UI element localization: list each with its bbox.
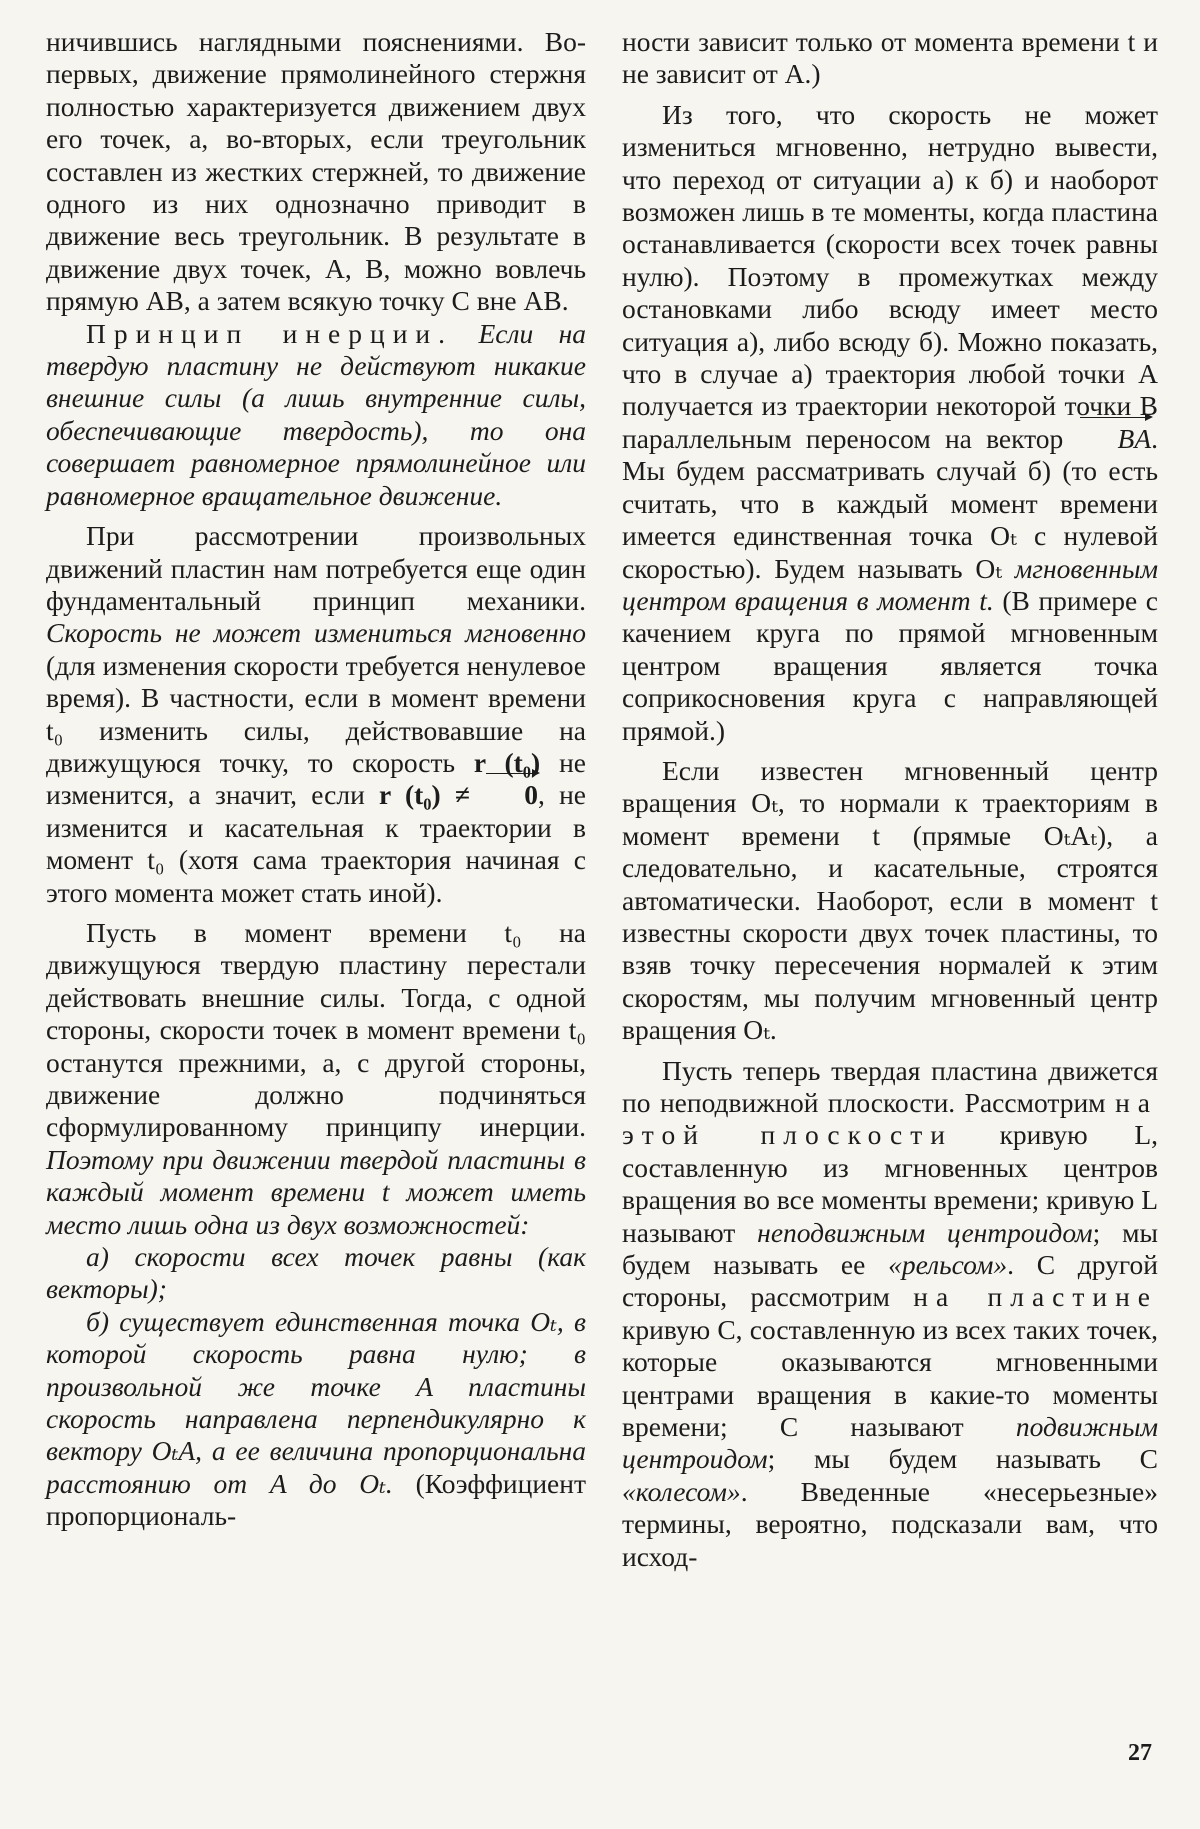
- emphasis-text: б) существует единственная точка Oₜ, в которой скорость равна нулю; в произвольной же точке A пластины скорость направлена перпендикулярно к вектору OₜA, а ее величина пропорциональна расстоянию от A до Oₜ.: [46, 1305, 586, 1499]
- emphasis-text: «колесом»: [622, 1475, 741, 1507]
- text-run: (для изменения скорости требуется ненулевое время). В частности, если в момент времени t₀ изменить силы, действовавшие на движущуюся точку, то скорость: [46, 649, 586, 778]
- text-run: Если известен мгновенный центр вращения Oₜ, то нормали к траекториям в момент времени t (прямые OₜAₜ), а следовательно, и касательные, строятся автоматически. Наоборот, если в момент t известны скорости двух точек пластины, то взяв точку пересечения нормалей к этим скоростям, мы получим мгновенный центр вращения Oₜ.: [622, 754, 1158, 1046]
- text-run: на пластине: [913, 1281, 1159, 1313]
- paragraph: [622, 1055, 1158, 1574]
- text-run: (Коэффициент пропорциональ-: [46, 1467, 586, 1532]
- text-run: . С другой стороны, рассмотрим: [622, 1249, 1158, 1313]
- right-column: [622, 26, 1158, 1573]
- paragraph-inertia-principle: [46, 318, 586, 512]
- text-run: Пусть теперь твердая пластина движется по неподвижной плоскости. Рассмотрим: [622, 1054, 1158, 1118]
- text-run: При рассмотрении произвольных движений пластин нам потребуется еще один фундаментальный принцип механики.: [46, 520, 586, 616]
- zero-vector: [484, 779, 538, 811]
- text-run: . Введенные «несерьезные» термины, вероятно, подсказали вам, что исход-: [622, 1475, 1158, 1572]
- emphasis-text: неподвижным центроидом: [757, 1216, 1093, 1248]
- emphasis-text: мгновенным центром вращения в момент t.: [622, 552, 1159, 616]
- paragraph-text: ничившись наглядными пояснениями. Во-первых, движение прямолинейного стержня полностью характеризуется движением двух его точек, а, во-вторых, если треугольник составлен из жестких стержней, то движение одного из них однозначно приводит в движение весь треугольник. В результате в движение двух точек, A, B, можно вовлечь прямую AB, а затем всякую точку C вне AB.: [46, 26, 586, 317]
- formula: 0: [524, 779, 538, 811]
- paragraph: [46, 520, 586, 909]
- text-run: , не изменится и касательная к траектории в момент t₀ (хотя сама траектория начиная с этого момента может стать иной).: [46, 779, 587, 908]
- paragraph: [622, 755, 1158, 1047]
- principle-statement: Если на твердую пластину не действуют никакие внешние силы (а лишь внутренние силы, обеспечивающие твердость), то она совершает равномерное прямолинейное или равномерное вращательное движение.: [46, 317, 587, 511]
- text-run: (В примере с качением круга по прямой мгновенным центром вращения является точка соприкосновения круга с направляющей прямой.): [622, 584, 1158, 746]
- text-run: ности зависит только от момента времени t и не зависит от A.): [622, 26, 1158, 90]
- text-run: ; мы будем называть C: [767, 1443, 1158, 1475]
- emphasis-text: Поэтому при движении твердой пластины в каждый момент времени t может иметь место лишь одна из двух возможностей:: [46, 1143, 586, 1240]
- text-run: . Мы будем рассматривать случай б) (то есть считать, что в каждый момент времени имеется единственная точка Oₜ с нулевой скоростью). Будем называть Oₜ: [622, 422, 1159, 584]
- text-run: не изменится, а значит, если: [46, 746, 586, 811]
- formula: BA: [1117, 422, 1152, 454]
- text-run: кривую C, составленную из всех таких точек, которые оказываются мгновенными центрами вращения в какие-то моменты времени; C называют: [622, 1313, 1158, 1443]
- formula: r (t₀) ≠: [379, 779, 470, 811]
- left-column: [46, 26, 586, 1533]
- formula: r (t₀): [473, 746, 541, 778]
- paragraph: [622, 26, 1158, 91]
- list-item-a: [46, 1241, 586, 1306]
- emphasis-text: «рельсом»: [888, 1249, 1008, 1281]
- list-item-b: [46, 1306, 586, 1533]
- text-run: Из того, что скорость не может измениться мгновенно, нетрудно вывести, что переход от ситуации а) к б) и наоборот возможен лишь в те моменты, когда пластина останавливается (скорости всех точек равны нулю). Поэтому в промежутках между остановками либо всюду имеет место ситуация а), либо всюду б). Можно показать, что в случае а) траектория любой точки A получается из траектории некоторой точки B параллельным переносом на вектор: [622, 98, 1158, 454]
- emphasis-text: Скорость не может измениться мгновенно: [46, 617, 586, 649]
- paragraph: [622, 99, 1158, 747]
- paragraph: [46, 917, 586, 1241]
- principle-heading: Принцип инерции.: [86, 317, 454, 349]
- page-number: 27: [1128, 1740, 1152, 1766]
- text-run: ; мы будем называть ее: [622, 1216, 1158, 1281]
- text-run: кривую L, составленную из мгновенных центров вращения во все моменты времени; кривую L называют: [622, 1119, 1159, 1248]
- text-run: на этой плоскости: [622, 1087, 1158, 1151]
- vector-ba: [1078, 423, 1152, 455]
- paragraph: [46, 26, 586, 318]
- text-run: Пусть в момент времени t₀ на движущуюся твердую пластину перестали действовать внешние силы. Тогда, с одной стороны, скорости точек в момент времени t₀ останутся прежними, а, с другой стороны, движение должно подчиняться сформулированному принципу инерции.: [46, 916, 586, 1143]
- emphasis-text: подвижным центроидом: [622, 1411, 1158, 1475]
- emphasis-text: а) скорости всех точек равны (как векторы);: [46, 1241, 586, 1305]
